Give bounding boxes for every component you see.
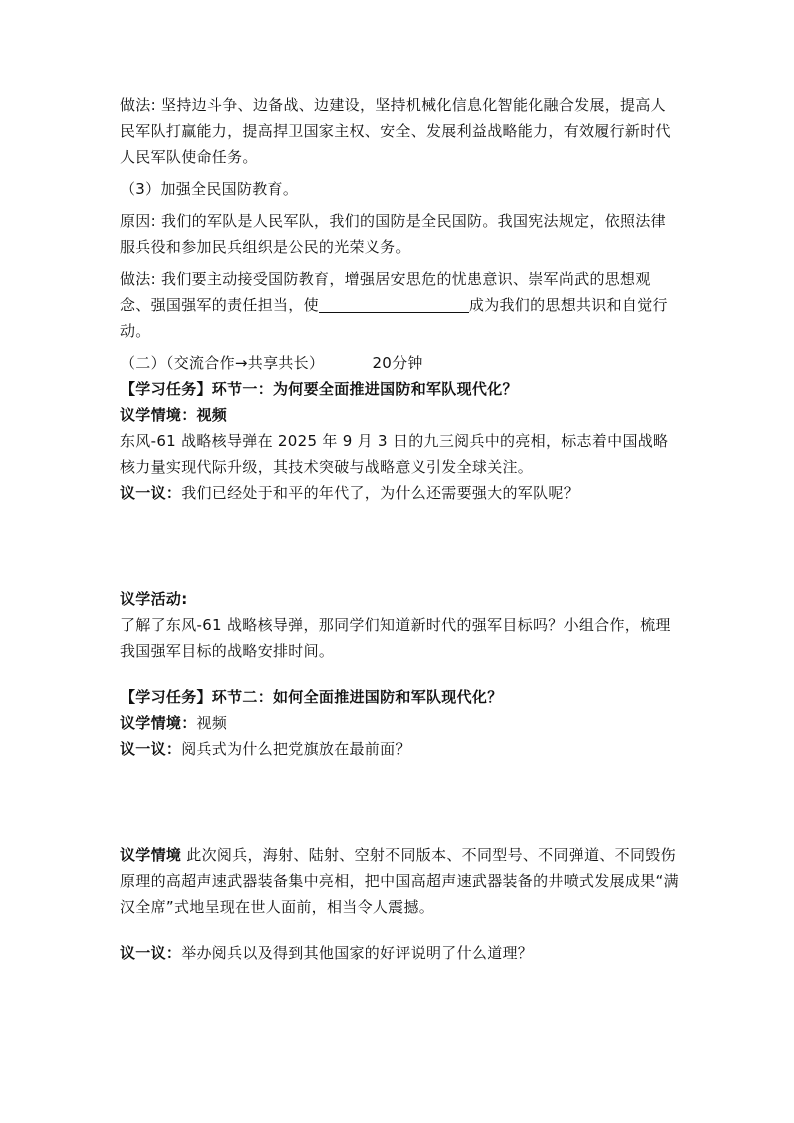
label-approach: 做法:	[120, 96, 156, 114]
task2-situation-text: 视频	[196, 714, 228, 732]
document-page	[120, 92, 680, 966]
paragraph-reason	[120, 208, 680, 260]
task1-discuss-text: 我们已经处于和平的年代了，为什么还需要强大的军队呢？	[181, 484, 580, 502]
activity-text: 了解了东风-61 战略核导弹，那同学们知道新时代的强军目标吗？小组合作，梳理我国强军目标的战略安排时间。	[120, 616, 671, 660]
task1-discuss-label: 议一议：	[120, 484, 182, 502]
task2-situation	[120, 710, 680, 736]
situation2-label: 议学情境	[120, 846, 182, 864]
fill-in-blank[interactable]	[319, 296, 469, 313]
task1-title: 【学习任务】环节一：为何要全面推进国防和军队现代化？	[120, 380, 518, 398]
approach2-text-before: 我们要主动接受国防教育，增强居安思危的忧患意识、崇军尚武的思想观念、强国强军的责任担当，使	[120, 270, 651, 314]
activity-label: 议学活动:	[120, 590, 188, 608]
task1-situation: 议学情境：视频	[120, 406, 228, 424]
task2-situation-label: 议学情境：	[120, 714, 197, 732]
task2-title: 【学习任务】环节二：如何全面推进国防和军队现代化？	[120, 688, 503, 706]
task2-discuss	[120, 736, 680, 762]
part-two-title: （二）（交流合作→共享共长）	[120, 354, 325, 372]
situation2-text: 此次阅兵，海射、陆射、空射不同版本、不同型号、不同弹道、不同毁伤原理的高超声速武器装备集中亮相，把中国高超声速武器装备的井喷式发展成果“满汉全席”式地呈现在世人面前，相当令人震撼。	[120, 846, 679, 916]
task1-discuss	[120, 480, 680, 506]
situation2-paragraph	[120, 842, 680, 920]
paragraph-approach-2	[120, 266, 680, 344]
section-heading-3: （3）加强全民国防教育。	[120, 180, 299, 198]
part-two-duration: 20分钟	[372, 354, 423, 372]
discuss3-paragraph	[120, 940, 680, 966]
paragraph-approach-1	[120, 92, 680, 170]
discuss3-text: 举办阅兵以及得到其他国家的好评说明了什么道理？	[181, 944, 534, 962]
label-reason: 原因:	[120, 212, 156, 230]
task2-discuss-text: 阅兵式为什么把党旗放在最前面？	[181, 740, 411, 758]
approach-text: 坚持边斗争、边备战、边建设，坚持机械化信息化智能化融合发展，提高人民军队打赢能力，提高捍卫国家主权、安全、发展利益战略能力，有效履行新时代人民军队使命任务。	[120, 96, 671, 166]
discuss3-label: 议一议：	[120, 944, 182, 962]
approach2-text-after: 成为我们的思想共识和自觉行动。	[120, 296, 668, 340]
part-two-heading	[120, 350, 680, 376]
reason-text: 我们的军队是人民军队，我们的国防是全民国防。我国宪法规定，依照法律服兵役和参加民兵组织是公民的光荣义务。	[120, 212, 666, 256]
task1-body: 东风-61 战略核导弹在 2025 年 9 月 3 日的九三阅兵中的亮相，标志着中国战略核力量实现代际升级，其技术突破与战略意义引发全球关注。	[120, 432, 669, 476]
task2-discuss-label: 议一议：	[120, 740, 182, 758]
label-approach-2: 做法:	[120, 270, 156, 288]
